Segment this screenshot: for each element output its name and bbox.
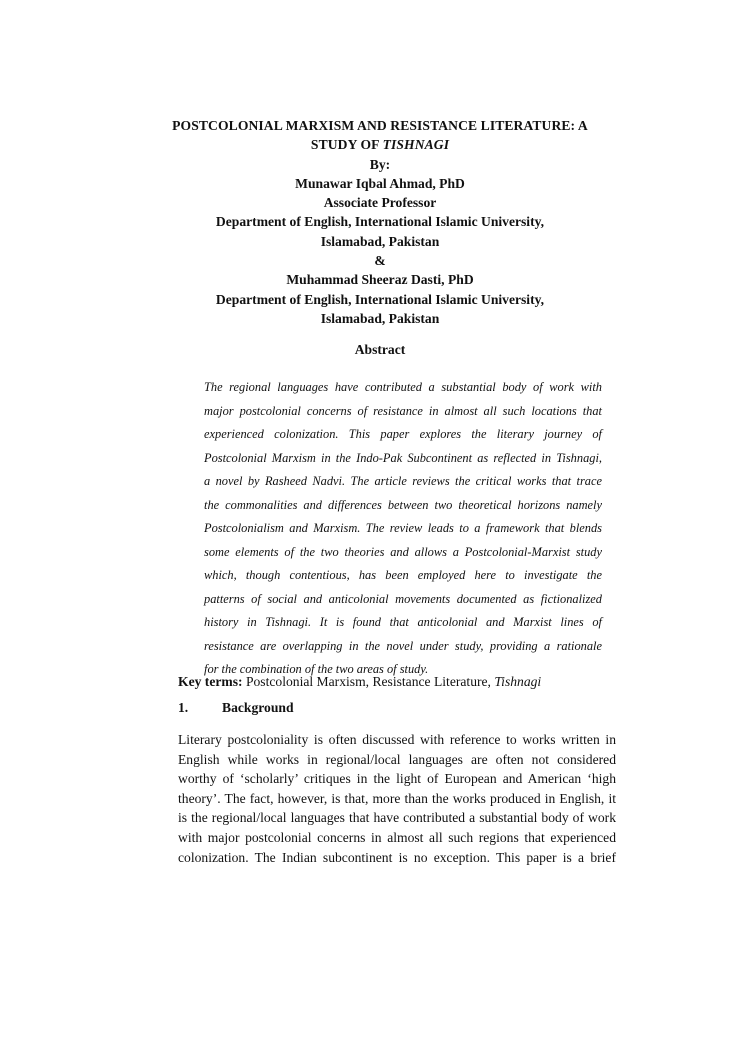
author-2-city: Islamabad, Pakistan xyxy=(320,310,440,326)
ampersand: & xyxy=(374,253,386,269)
key-terms xyxy=(178,674,618,690)
body-line: is the regional/local languages that have contributed a substantial body of work xyxy=(178,810,616,826)
body-line: colonization. The Indian subcontinent is no exception. This paper is a brief xyxy=(178,849,616,865)
body-line: English while works in regional/local languages are often not considered xyxy=(178,751,616,767)
abstract-line: for the combination of the two areas of study. xyxy=(204,662,429,676)
abstract-line: history in Tishnagi. It is found that anticolonial and Marxist lines of xyxy=(204,615,602,629)
body-line: worthy of ‘scholarly’ critiques in the light of European and American ‘high xyxy=(178,771,616,787)
abstract-body xyxy=(204,376,602,682)
abstract-line: The regional languages have contributed a substantial body of work with xyxy=(204,380,602,394)
paper-title-line-2 xyxy=(150,135,610,154)
abstract-line: a novel by Rasheed Nadvi. The article reviews the critical works that trace xyxy=(204,474,602,488)
by-label: By: xyxy=(369,156,391,172)
abstract-line: major postcolonial concerns of resistance in almost all such locations that xyxy=(204,403,602,418)
section-number: 1. xyxy=(178,700,189,715)
abstract-line: Postcolonial Marxism in the Indo-Pak Subcontinent as reflected in Tishnagi, xyxy=(204,450,602,465)
title-prefix: STUDY OF xyxy=(310,137,383,153)
paper-title-line-1: POSTCOLONIAL MARXISM AND RESISTANCE LITERATURE: A xyxy=(172,118,588,133)
abstract-line: which, though contentious, has been employed here to investigate the xyxy=(204,568,602,582)
body-line: with major postcolonial concerns in almost all such regions that experienced xyxy=(178,829,616,845)
body-line: Literary postcoloniality is often discussed with reference to works written in xyxy=(178,732,616,747)
key-terms-italic: Tishnagi xyxy=(494,674,542,689)
abstract-line: patterns of social and anticolonial movements documented as fictionalized xyxy=(204,591,602,606)
author-2-department: Department of English, International Islamic University, xyxy=(215,291,545,307)
abstract-line: experienced colonization. This paper explores the literary journey of xyxy=(204,427,602,441)
author-2-name: Muhammad Sheeraz Dasti, PhD xyxy=(286,272,474,288)
author-1-title: Associate Professor xyxy=(323,195,437,211)
abstract-line: resistance are overlapping in the novel under study, providing a rationale xyxy=(204,638,602,653)
author-1-city: Islamabad, Pakistan xyxy=(320,233,440,249)
author-1-name: Munawar Iqbal Ahmad, PhD xyxy=(295,175,465,191)
section-body xyxy=(178,730,616,867)
section-heading-background xyxy=(178,700,294,716)
key-terms-label: Key terms: xyxy=(178,674,243,689)
section-title: Background xyxy=(222,700,294,715)
abstract-line: the commonalities and differences between two theoretical horizons namely xyxy=(204,497,602,512)
body-line: theory’. The fact, however, is that, more than the works produced in English, it xyxy=(178,790,616,806)
author-1-department: Department of English, International Islamic University, xyxy=(215,214,545,230)
title-italic-word: TISHNAGI xyxy=(382,137,450,153)
abstract-line: Postcolonialism and Marxism. The review leads to a framework that blends xyxy=(204,521,602,535)
abstract-heading: Abstract xyxy=(354,342,406,357)
abstract-line: some elements of the two theories and allows a Postcolonial-Marxist study xyxy=(204,544,602,559)
key-terms-text: Postcolonial Marxism, Resistance Literature, xyxy=(242,674,495,689)
paper-header xyxy=(150,116,610,328)
